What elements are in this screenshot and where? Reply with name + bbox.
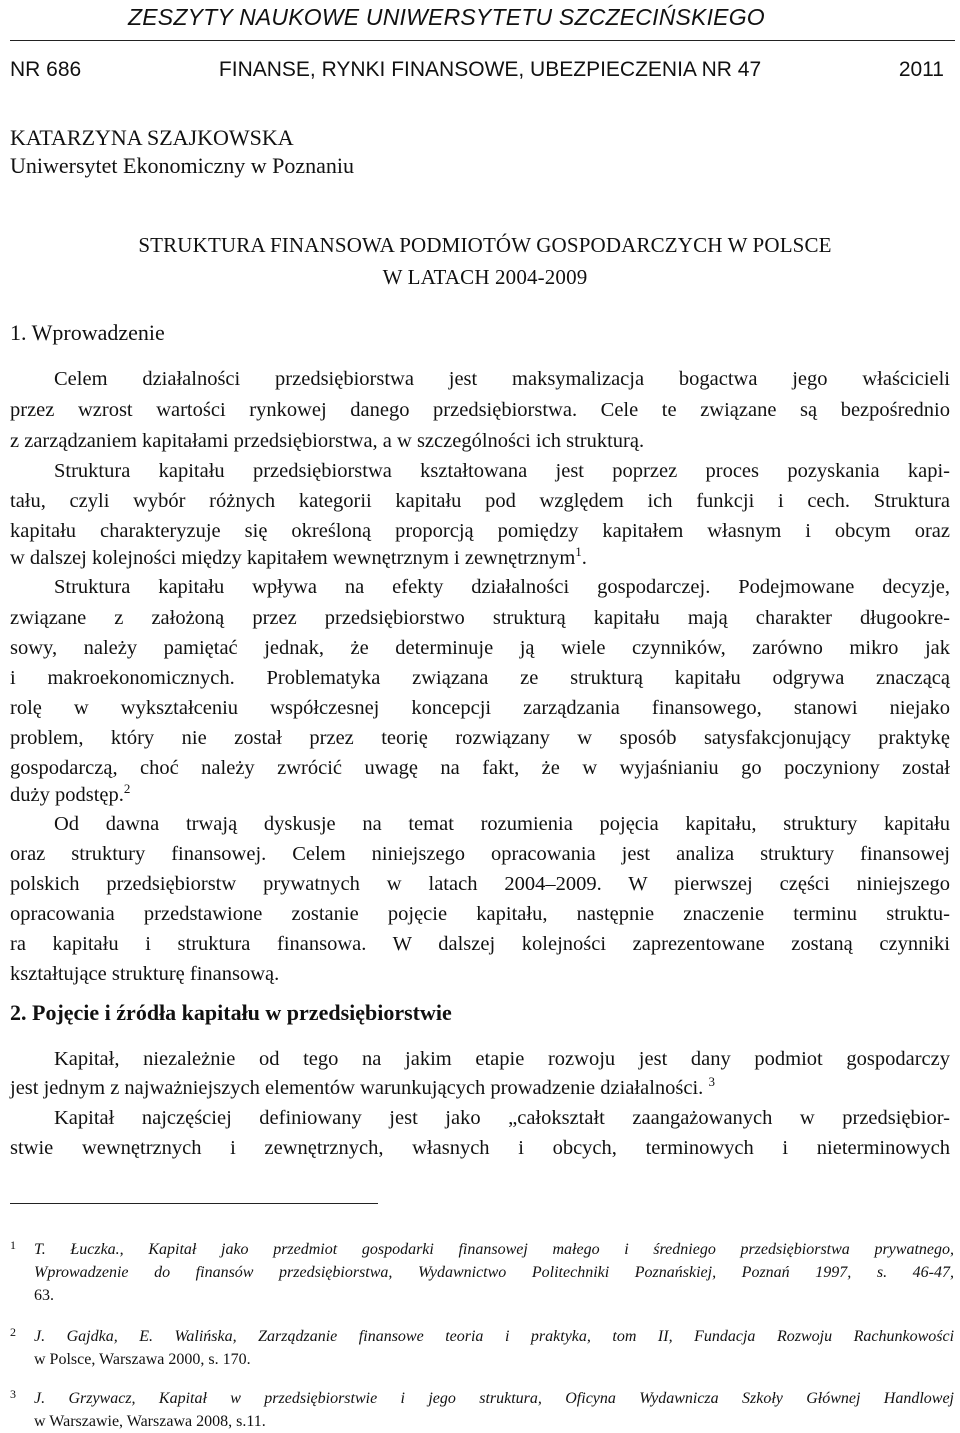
body-line-with-footnote — [10, 1074, 950, 1102]
body-line: Kapitał najczęściej definiowany jest jako „całokształt zaangażowanych w przedsiębior- — [54, 1107, 950, 1129]
journal-title: ZESZYTY NAUKOWE UNIWERSYTETU SZCZECIŃSKIEGO — [128, 4, 765, 30]
footnote-line — [10, 1387, 954, 1410]
footnote-line: 63. — [34, 1287, 54, 1304]
body-line: związane z założoną przez przedsiębiorstwo strukturą kapitału mają charakter długookre- — [10, 607, 950, 629]
section-heading-introduction: 1. Wprowadzenie — [10, 320, 165, 345]
footnote-ref: 1 — [575, 544, 582, 559]
footnote — [10, 1325, 954, 1371]
article-title-line: STRUKTURA FINANSOWA PODMIOTÓW GOSPODARCZYCH W POLSCE — [138, 233, 832, 257]
body-line: tału, czyli wybór różnych kategorii kapitału pod względem ich funkcji i cech. Struktura — [10, 490, 950, 512]
body-line-with-footnote — [10, 781, 950, 809]
body-line: kształtujące strukturę finansową. — [10, 963, 280, 985]
footnote-line: w Polsce, Warszawa 2000, s. 170. — [34, 1351, 251, 1368]
body-line: problem, który nie został przez teorię rozwiązany w sposób satysfakcjonujący praktykę — [10, 727, 950, 749]
body-line-text: duży podstęp. — [10, 784, 124, 806]
body-line: oraz struktury finansowej. Celem niniejszego opracowania jest analiza struktury finansowej — [10, 843, 950, 865]
footnote-ref: 3 — [708, 1074, 715, 1089]
body-line: polskich przedsiębiorstw prywatnych w latach 2004–2009. W pierwszej części niniejszego — [10, 873, 950, 895]
body-line: Kapitał, niezależnie od tego na jakim etapie rozwoju jest dany podmiot gospodarczy — [54, 1048, 950, 1070]
footnote-divider — [10, 1203, 378, 1204]
body-line: gospodarczą, choć należy zwrócić uwagę na fakt, że w wyjaśnianiu go poczyniony został — [10, 757, 950, 779]
body-line: z zarządzaniem kapitałami przedsiębiorstwa, a w szczególności ich strukturą. — [10, 430, 645, 452]
author-name: KATARZYNA SZAJKOWSKA — [10, 125, 294, 150]
footnote-number: 2 — [10, 1325, 16, 1339]
body-line: Struktura kapitału wpływa na efekty działalności gospodarczej. Podejmowane decyzje, — [54, 576, 950, 598]
author-affiliation: Uniwersytet Ekonomiczny w Poznaniu — [10, 153, 354, 178]
body-line: Celem działalności przedsiębiorstwa jest maksymalizacja bogactwa jego właścicieli — [54, 368, 950, 390]
footnote-text: Kapitał w przedsiębiorstwie i jego struktura, Oficyna Wydawnicza Szkoły Głównej Handlowej — [158, 1390, 954, 1407]
body-line: rolę w wykształceniu współczesnej koncepcji zarządzania finansowego, stanowi niejako — [10, 697, 950, 719]
issue-header — [10, 58, 944, 82]
issue-number: NR 686 — [10, 58, 82, 81]
body-line: przez wzrost wartości rynkowej danego przedsiębiorstwa. Cele te związane są bezpośrednio — [10, 399, 950, 421]
body-line: Od dawna trwają dyskusje na temat rozumienia pojęcia kapitału, struktury kapitału — [54, 813, 950, 835]
body-line: opracowania przedstawione zostanie pojęcie kapitału, następnie znaczenie terminu struktu- — [10, 903, 950, 925]
body-line: sowy, należy pamiętać jednak, że determinuje ją wiele czynników, zarówno mikro jak — [10, 637, 950, 659]
body-line-text: w dalszej kolejności między kapitałem wewnętrznym i zewnętrznym — [10, 547, 576, 569]
footnote-author: J. Grzywacz, — [34, 1390, 136, 1407]
footnote-line — [10, 1325, 954, 1348]
line-end-punct: . — [581, 547, 587, 569]
footnote-ref: 2 — [123, 781, 131, 796]
footnote — [10, 1238, 954, 1307]
issue-year: 2011 — [898, 58, 944, 81]
footnote-number: 3 — [10, 1387, 16, 1401]
header-divider — [10, 40, 955, 41]
body-line-text: jest jednym z najważniejszych elementów warunkujących prowadzenie działalności. — [10, 1077, 704, 1099]
body-line-with-footnote — [10, 544, 950, 572]
article-title — [10, 229, 960, 293]
footnote-author: J. Gajdka, E. Walińska, — [34, 1328, 237, 1345]
article-title-line: W LATACH 2004-2009 — [382, 265, 588, 289]
body-line: i makroekonomicznych. Problematyka związana ze strukturą kapitału odgrywa znaczącą — [10, 667, 950, 689]
footnote-author: T. Łuczka., — [34, 1241, 124, 1258]
footnote-text: Kapitał jako przedmiot gospodarki finansowej małego i średniego przedsiębiorstwa prywatnego, — [148, 1241, 954, 1258]
footnote-line: w Warszawie, Warszawa 2008, s.11. — [34, 1413, 266, 1430]
footnote — [10, 1387, 954, 1433]
section-heading-capital: 2. Pojęcie i źródła kapitału w przedsiębiorstwie — [10, 1000, 452, 1025]
footnote-line — [10, 1238, 954, 1261]
footnote-line: Wprowadzenie do finansów przedsiębiorstwa, Wydawnictwo Politechniki Poznańskiej, Poznań 1997, s. 46-47, — [34, 1264, 954, 1281]
author-block — [10, 124, 354, 180]
series-name: FINANSE, RYNKI FINANSOWE, UBEZPIECZENIA NR 47 — [218, 58, 762, 81]
body-line: kapitału charakteryzuje się określoną proporcją pomiędzy kapitałem własnym i obcym oraz — [10, 520, 950, 542]
body-line: stwie wewnętrznych i zewnętrznych, własnych i obcych, terminowych i nieterminowych — [10, 1137, 950, 1159]
body-line: Struktura kapitału przedsiębiorstwa kształtowana jest poprzez proces pozyskania kapi- — [54, 460, 950, 482]
body-line: ra kapitału i struktura finansowa. W dalszej kolejności zaprezentowane zostaną czynniki — [10, 933, 950, 955]
footnote-number: 1 — [10, 1238, 16, 1252]
footnote-text: Zarządzanie finansowe teoria i praktyka, tom II, Fundacja Rozwoju Rachunkowości — [258, 1328, 955, 1345]
